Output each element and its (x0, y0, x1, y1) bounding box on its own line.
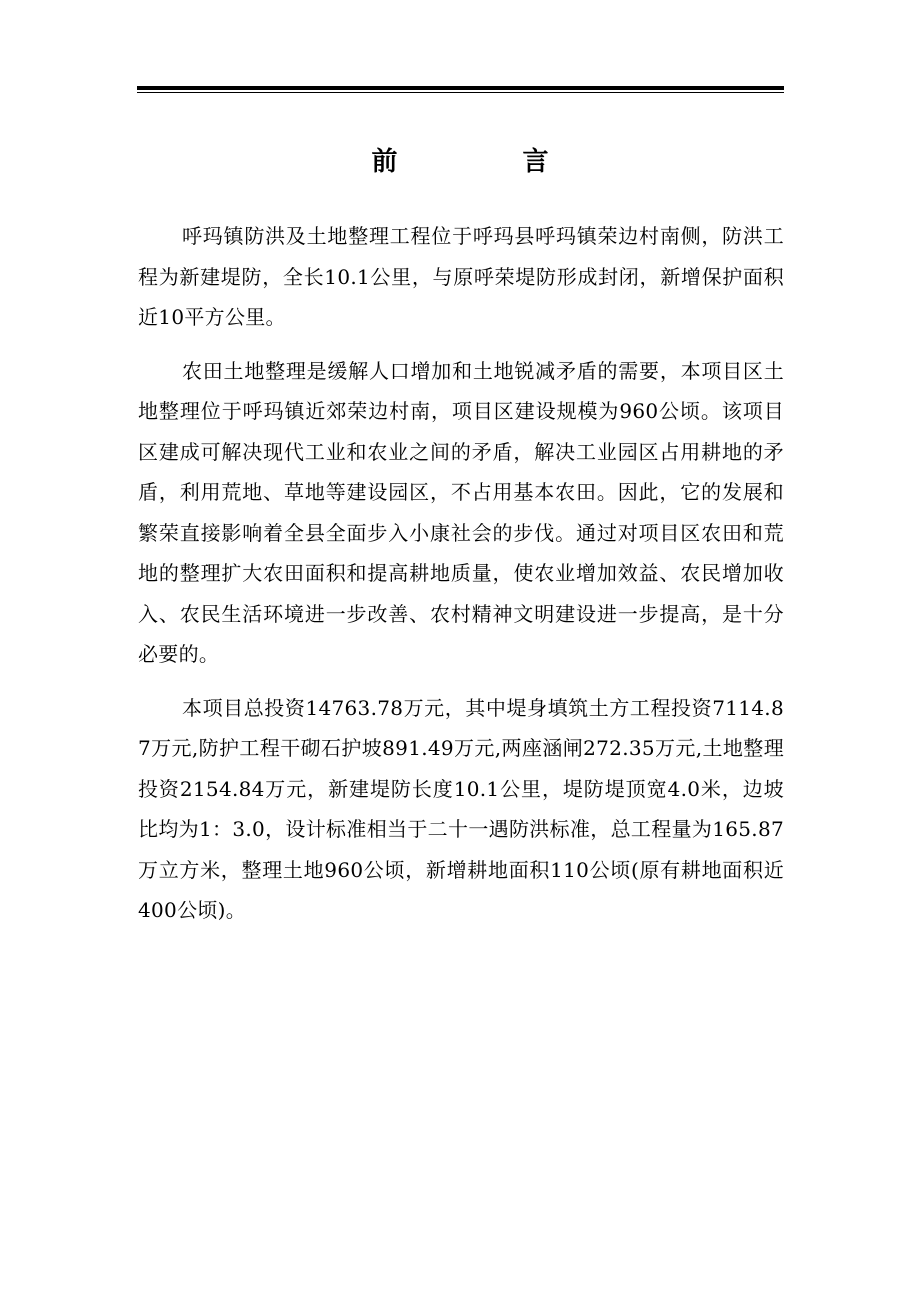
paragraph-1: 呼玛镇防洪及土地整理工程位于呼玛县呼玛镇荣边村南侧，防洪工程为新建堤防，全长10.1公里，与原呼荣堤防形成封闭，新增保护面积近10平方公里。 (138, 224, 784, 329)
paragraph-2: 农田土地整理是缓解人口增加和土地锐减矛盾的需要，本项目区土地整理位于呼玛镇近郊荣边村南，项目区建设规模为960公顷。该项目区建成可解决现代工业和农业之间的矛盾，解决工业园区占用耕地的矛盾，利用荒地、草地等建设园区，不占用基本农田。因此，它的发展和繁荣直接影响着全县全面步入小康社会的步伐。通过对项目区农田和荒地的整理扩大农田面积和提高耕地质量，使农业增加效益、农民增加收入、农民生活环境进一步改善、农村精神文明建设进一步提高，是十分必要的。 (138, 358, 784, 666)
paragraph-3: 本项目总投资14763.78万元，其中堤身填筑土方工程投资7114.87万元,防护工程干砌石护坡891.49万元,两座涵闸272.35万元,土地整理投资2154.84万元，新建堤防长度10.1公里，堤防堤顶宽4.0米，边坡比均为1：3.0，设计标准相当于二十一遇防洪标准，总工程量为165.87万立方米，整理土地960公顷，新增耕地面积110公顷(原有耕地面积近400公顷)。 (138, 695, 784, 922)
header-rule-thick (137, 86, 784, 90)
header-rule-thin (137, 92, 784, 93)
page-title: 前 言 (371, 147, 607, 177)
document-body (138, 216, 784, 944)
